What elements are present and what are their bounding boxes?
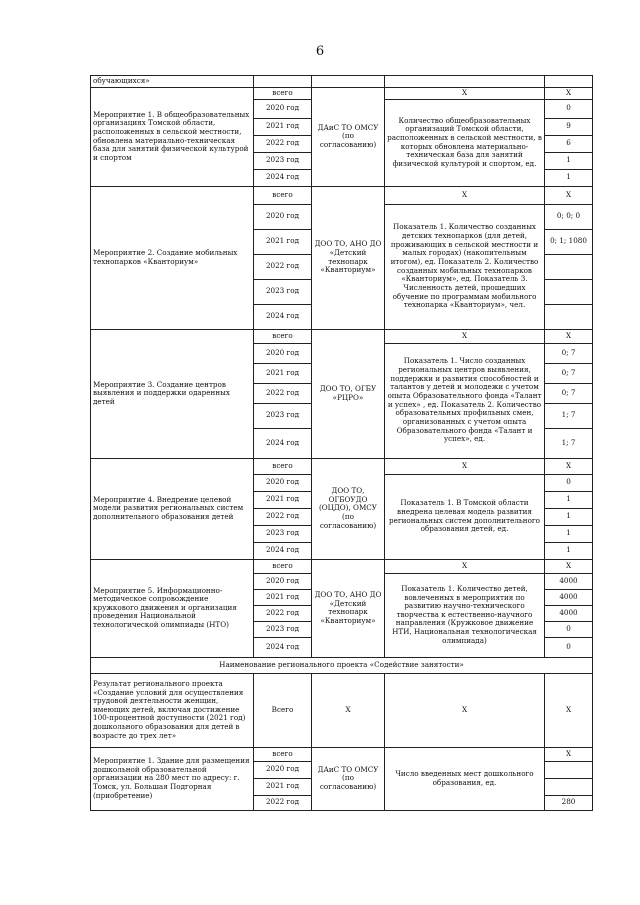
value-cell	[545, 254, 593, 279]
year-cell: 2023 год	[254, 525, 312, 542]
total-label: всего	[254, 186, 312, 204]
total-value: X	[545, 559, 593, 573]
continuation-cell: обучающихся»	[91, 76, 254, 88]
year-cell: 2021 год	[254, 491, 312, 508]
value-cell: 1	[545, 169, 593, 186]
responsible-cell: ДОО ТО, ОГБУ «РЦРО»	[312, 329, 385, 458]
total-label: всего	[254, 559, 312, 573]
year-cell: 2022 год	[254, 605, 312, 621]
value-cell	[545, 761, 593, 778]
total-value: X	[545, 747, 593, 761]
total-label: всего	[254, 747, 312, 761]
empty-cell	[254, 76, 312, 88]
value-cell: 4000	[545, 605, 593, 621]
value-cell: 0	[545, 474, 593, 491]
year-cell: 2022 год	[254, 508, 312, 525]
responsible-cell: ДОО ТО, АНО ДО «Детский технопарк «Кванториум»	[312, 559, 385, 657]
value-cell	[545, 279, 593, 304]
year-cell: 2023 год	[254, 621, 312, 637]
value-cell: 1	[545, 491, 593, 508]
total-indicator: X	[385, 458, 545, 474]
value-cell: 0	[545, 99, 593, 118]
value-cell: 0	[545, 637, 593, 657]
result-responsible: X	[312, 673, 385, 747]
measure-name: Мероприятие 2. Создание мобильных технопарков «Кванториум»	[91, 186, 254, 329]
measure-name: Мероприятие 1. В общеобразовательных организациях Томской области, расположенных в сельской местности, обновлена материально-техническая база для занятий физической культурой и спортом	[91, 87, 254, 186]
value-cell: 1	[545, 542, 593, 559]
year-cell: 2024 год	[254, 637, 312, 657]
value-cell: 0; 7	[545, 383, 593, 403]
empty-cell	[312, 76, 385, 88]
measure-name: Мероприятие 5. Информационно-методическое сопровождение кружкового движения и организация проведения Национальной технологической олимпиады (НТО)	[91, 559, 254, 657]
value-cell: 1	[545, 152, 593, 169]
value-cell: 0; 0; 0	[545, 204, 593, 229]
year-cell: 2021 год	[254, 363, 312, 383]
total-indicator: X	[385, 559, 545, 573]
year-cell: 2022 год	[254, 795, 312, 810]
value-cell: 0; 7	[545, 363, 593, 383]
year-cell: 2020 год	[254, 204, 312, 229]
page-number: 6	[315, 44, 325, 59]
year-cell: 2024 год	[254, 169, 312, 186]
indicator-cell: Показатель 1. В Томской области внедрена целевая модель развития региональных систем дополнительного образования детей, ед.	[385, 474, 545, 559]
table-row	[91, 329, 593, 343]
table-row	[91, 87, 593, 99]
year-cell: 2021 год	[254, 118, 312, 135]
year-cell: 2020 год	[254, 343, 312, 363]
total-value: X	[545, 186, 593, 204]
year-cell: 2022 год	[254, 383, 312, 403]
measure-name: Мероприятие 4. Внедрение целевой модели развития региональных систем дополнительного образования детей	[91, 458, 254, 559]
total-value: X	[545, 329, 593, 343]
indicator-cell: Показатель 1. Количество созданных детских технопарков (для детей, проживающих в сельской местности и малых городах) (накопительным итогом), ед. Показатель 2. Количество созданных мобильных технопарков «Кванториум», ед. Показатель 3. Численность детей, прошедших обучение по программам мобильного технопарка «Кванториум», чел.	[385, 204, 545, 329]
measures-table	[90, 75, 593, 811]
total-label: всего	[254, 458, 312, 474]
year-cell: 2020 год	[254, 474, 312, 491]
value-cell	[545, 304, 593, 329]
year-cell: 2020 год	[254, 573, 312, 589]
value-cell: 6	[545, 135, 593, 152]
value-cell: 1	[545, 508, 593, 525]
value-cell: 4000	[545, 573, 593, 589]
responsible-cell: ДАиС ТО ОМСУ (по согласованию)	[312, 747, 385, 810]
indicator-cell: Показатель 1. Количество детей, вовлеченных в мероприятия по развитию научно-технического творчества к естественно-научного направления (Кружковое движение НТИ, Национальная технологическая олимпиада)	[385, 573, 545, 657]
total-indicator: X	[385, 329, 545, 343]
table-row	[91, 76, 593, 88]
responsible-cell: ДАиС ТО ОМСУ (по согласованию)	[312, 87, 385, 186]
year-cell: 2023 год	[254, 152, 312, 169]
year-cell: 2021 год	[254, 589, 312, 605]
year-cell: 2024 год	[254, 542, 312, 559]
indicator-cell: Число введенных мест дошкольного образования, ед.	[385, 747, 545, 810]
value-cell: 9	[545, 118, 593, 135]
value-cell: 1; 7	[545, 403, 593, 428]
table-row	[91, 673, 593, 747]
value-cell: 1	[545, 525, 593, 542]
value-cell: 4000	[545, 589, 593, 605]
total-indicator: X	[385, 87, 545, 99]
value-cell: 0	[545, 621, 593, 637]
total-label: всего	[254, 329, 312, 343]
year-cell: 2022 год	[254, 135, 312, 152]
year-cell: 2021 год	[254, 229, 312, 254]
year-cell: 2024 год	[254, 428, 312, 458]
section-header: Наименование регионального проекта «Содействие занятости»	[91, 657, 593, 673]
table-row	[91, 657, 593, 673]
year-cell: 2020 год	[254, 99, 312, 118]
table-row	[91, 458, 593, 474]
value-cell	[545, 778, 593, 795]
total-value: X	[545, 458, 593, 474]
result-period: Всего	[254, 673, 312, 747]
table-row	[91, 186, 593, 204]
indicator-cell: Показатель 1. Число созданных региональных центров выявления, поддержки и развития способностей и талантов у детей и молодежи с учетом опыта Образовательного фонда «Талант и успех» , ед. Показатель 2. Количество образовательных профильных смен, организованных с учетом опыта Образовательного фонда «Талант и успех», ед.	[385, 343, 545, 458]
empty-cell	[385, 76, 545, 88]
year-cell: 2021 год	[254, 778, 312, 795]
total-value: X	[545, 87, 593, 99]
table-row	[91, 559, 593, 573]
year-cell: 2024 год	[254, 304, 312, 329]
year-cell: 2022 год	[254, 254, 312, 279]
value-cell: 1; 7	[545, 428, 593, 458]
measure-name: Мероприятие 1. Здание для размещения дошкольной образовательной организации на 280 мест по адресу: г. Томск, ул. Большая Подгорная (приобретение)	[91, 747, 254, 810]
result-indicator: X	[385, 673, 545, 747]
value-cell: 0; 7	[545, 343, 593, 363]
result-name: Результат регионального проекта «Создание условий для осуществления трудовой деятельности женщин, имеющих детей, включая достижение 100-процентной доступности (2021 год) дошкольного образования для детей в возрасте до трех лет»	[91, 673, 254, 747]
responsible-cell: ДОО ТО, ОГБОУДО (ОЦДО), ОМСУ (по согласованию)	[312, 458, 385, 559]
table-row	[91, 747, 593, 761]
year-cell: 2023 год	[254, 279, 312, 304]
total-indicator: X	[385, 186, 545, 204]
responsible-cell: ДОО ТО, АНО ДО «Детский технопарк «Кванториум»	[312, 186, 385, 329]
result-value: X	[545, 673, 593, 747]
total-label: всего	[254, 87, 312, 99]
value-cell: 280	[545, 795, 593, 810]
indicator-cell: Количество общеобразовательных организаций Томской области, расположенных в сельской местности, в которых обновлена материально-техническая база для занятий физической культурой и спортом, ед.	[385, 99, 545, 186]
value-cell: 0; 1; 1080	[545, 229, 593, 254]
year-cell: 2020 год	[254, 761, 312, 778]
measure-name: Мероприятие 3. Создание центров выявления и поддержки одаренных детей	[91, 329, 254, 458]
empty-cell	[545, 76, 593, 88]
year-cell: 2023 год	[254, 403, 312, 428]
